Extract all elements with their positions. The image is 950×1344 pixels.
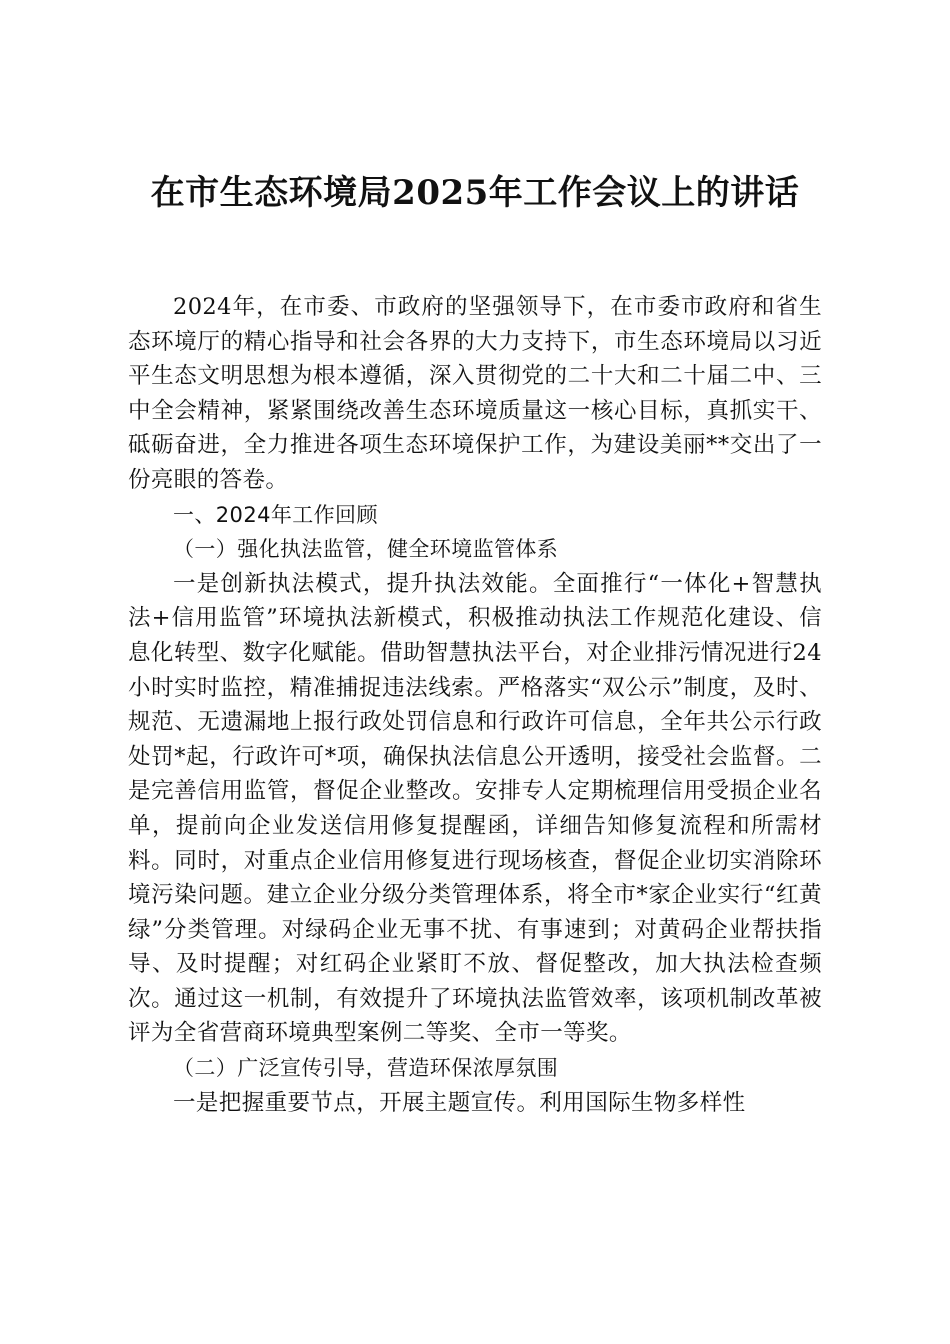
body-paragraph-publicity: 一是把握重要节点，开展主题宣传。利用国际生物多样性 — [173, 1089, 746, 1116]
document-body — [128, 290, 822, 1120]
document-title: 在市生态环境局2025年工作会议上的讲话 — [150, 173, 800, 213]
section-heading-1: 一、2024年工作回顾 — [173, 502, 378, 527]
subsection-heading-2: （二）广泛宣传引导，营造环保浓厚氛围 — [173, 1056, 559, 1081]
subsection-heading-1: （一）强化执法监管，健全环境监管体系 — [173, 537, 559, 562]
body-paragraph-enforcement: 一是创新执法模式，提升执法效能。全面推行“一体化+智慧执法+信用监管”环境执法新模式，积极推动执法工作规范化建设、信息化转型、数字化赋能。借助智慧执法平台，对企业排污情况进行24小时实时监控，精准捕捉违法线索。严格落实“双公示”制度，及时、规范、无遗漏地上报行政处罚信息和行政许可信息，全年共公示行政处罚*起，行政许可*项，确保执法信息公开透明，接受社会监督。二是完善信用监管，督促企业整改。安排专人定期梳理信用受损企业名单，提前向企业发送信用修复提醒函，详细告知修复流程和所需材料。同时，对重点企业信用修复进行现场核查，督促企业切实消除环境污染问题。建立企业分级分类管理体系，将全市*家企业实行“红黄绿”分类管理。对绿码企业无事不扰、有事速到；对黄码企业帮扶指导、及时提醒；对红码企业紧盯不放、督促整改，加大执法检查频次。通过这一机制，有效提升了环境执法监管效率，该项机制改革被评为全省营商环境典型案例二等奖、全市一等奖。 — [128, 570, 822, 1047]
intro-paragraph: 2024年，在市委、市政府的坚强领导下，在市委市政府和省生态环境厅的精心指导和社会各界的大力支持下，市生态环境局以习近平生态文明思想为根本遵循，深入贯彻党的二十大和二十届二中、三中全会精神，紧紧围绕改善生态环境质量这一核心目标，真抓实干、砥砺奋进，全力推进各项生态环境保护工作，为建设美丽**交出了一份亮眼的答卷。 — [128, 294, 822, 493]
